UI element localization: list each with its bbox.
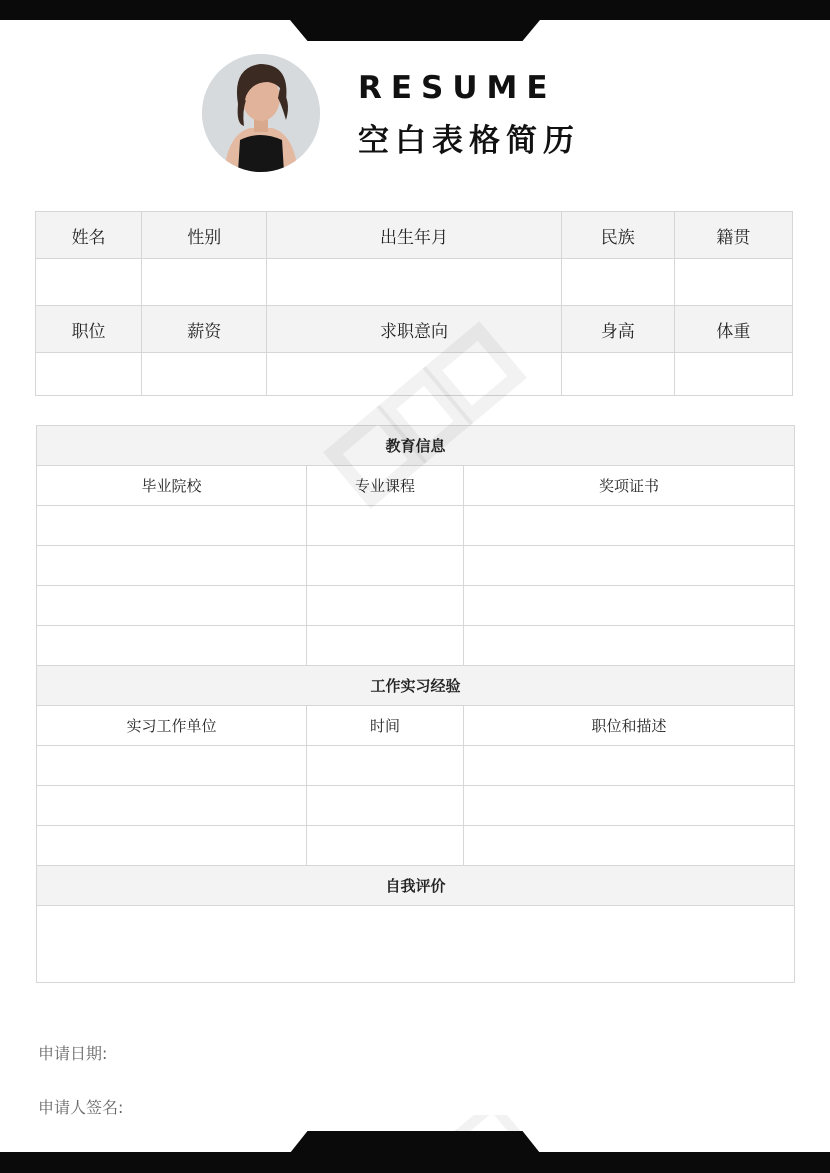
section-row-self-eval (37, 866, 795, 906)
basic-info-header-row (36, 212, 793, 259)
value-cell[interactable] (307, 746, 464, 786)
label-gender: 性别 (142, 212, 267, 259)
label-name: 姓名 (36, 212, 142, 259)
value-cell[interactable] (142, 353, 267, 396)
value-cell[interactable] (37, 786, 307, 826)
label-salary: 薪资 (142, 306, 267, 353)
education-header-row (37, 466, 795, 506)
value-cell[interactable] (561, 353, 674, 396)
value-cell[interactable] (267, 259, 561, 306)
value-cell[interactable] (307, 826, 464, 866)
value-cell[interactable] (561, 259, 674, 306)
value-cell[interactable] (464, 826, 795, 866)
value-cell[interactable] (464, 626, 795, 666)
section-title-self-eval: 自我评价 (37, 866, 795, 906)
self-eval-cell[interactable] (37, 906, 795, 983)
label-weight: 体重 (674, 306, 792, 353)
value-cell[interactable] (307, 586, 464, 626)
value-cell[interactable] (307, 506, 464, 546)
section-row-work (37, 666, 795, 706)
education-row (37, 626, 795, 666)
work-row (37, 826, 795, 866)
value-cell[interactable] (674, 259, 792, 306)
label-birth: 出生年月 (267, 212, 561, 259)
basic-info-header-row (36, 306, 793, 353)
work-header-row (37, 706, 795, 746)
col-major: 专业课程 (307, 466, 464, 506)
bottom-band (0, 1152, 830, 1173)
value-cell[interactable] (37, 826, 307, 866)
basic-info-table (35, 211, 793, 396)
education-row (37, 546, 795, 586)
value-cell[interactable] (142, 259, 267, 306)
value-cell[interactable] (36, 259, 142, 306)
value-cell[interactable] (37, 746, 307, 786)
col-role-description: 职位和描述 (464, 706, 795, 746)
title-english: RESUME (358, 70, 557, 106)
value-cell[interactable] (674, 353, 792, 396)
value-cell[interactable] (307, 546, 464, 586)
application-date-label: 申请日期: (38, 1044, 108, 1063)
details-table (36, 425, 795, 983)
section-title-education: 教育信息 (37, 426, 795, 466)
top-band (0, 0, 830, 20)
value-cell[interactable] (37, 586, 307, 626)
top-tab (290, 20, 540, 41)
value-cell[interactable] (464, 746, 795, 786)
education-row (37, 586, 795, 626)
value-cell[interactable] (464, 586, 795, 626)
value-cell[interactable] (307, 786, 464, 826)
avatar (202, 54, 320, 172)
signature-label: 申请人签名: (38, 1098, 124, 1117)
basic-info-value-row (36, 353, 793, 396)
value-cell[interactable] (36, 353, 142, 396)
col-time: 时间 (307, 706, 464, 746)
value-cell[interactable] (267, 353, 561, 396)
section-row-education (37, 426, 795, 466)
label-height: 身高 (561, 306, 674, 353)
value-cell[interactable] (464, 506, 795, 546)
education-row (37, 506, 795, 546)
value-cell[interactable] (307, 626, 464, 666)
avatar-photo (202, 54, 320, 172)
title-chinese: 空白表格简历 (358, 123, 580, 159)
value-cell[interactable] (464, 786, 795, 826)
bottom-tab (290, 1131, 540, 1153)
basic-info-value-row (36, 259, 793, 306)
col-school: 毕业院校 (37, 466, 307, 506)
label-position: 职位 (36, 306, 142, 353)
work-row (37, 786, 795, 826)
label-native-place: 籍贯 (674, 212, 792, 259)
label-ethnicity: 民族 (561, 212, 674, 259)
section-title-work: 工作实习经验 (37, 666, 795, 706)
col-awards: 奖项证书 (464, 466, 795, 506)
value-cell[interactable] (464, 546, 795, 586)
value-cell[interactable] (37, 546, 307, 586)
value-cell[interactable] (37, 626, 307, 666)
self-eval-row (37, 906, 795, 983)
value-cell[interactable] (37, 506, 307, 546)
label-job-intention: 求职意向 (267, 306, 561, 353)
col-employer: 实习工作单位 (37, 706, 307, 746)
work-row (37, 746, 795, 786)
